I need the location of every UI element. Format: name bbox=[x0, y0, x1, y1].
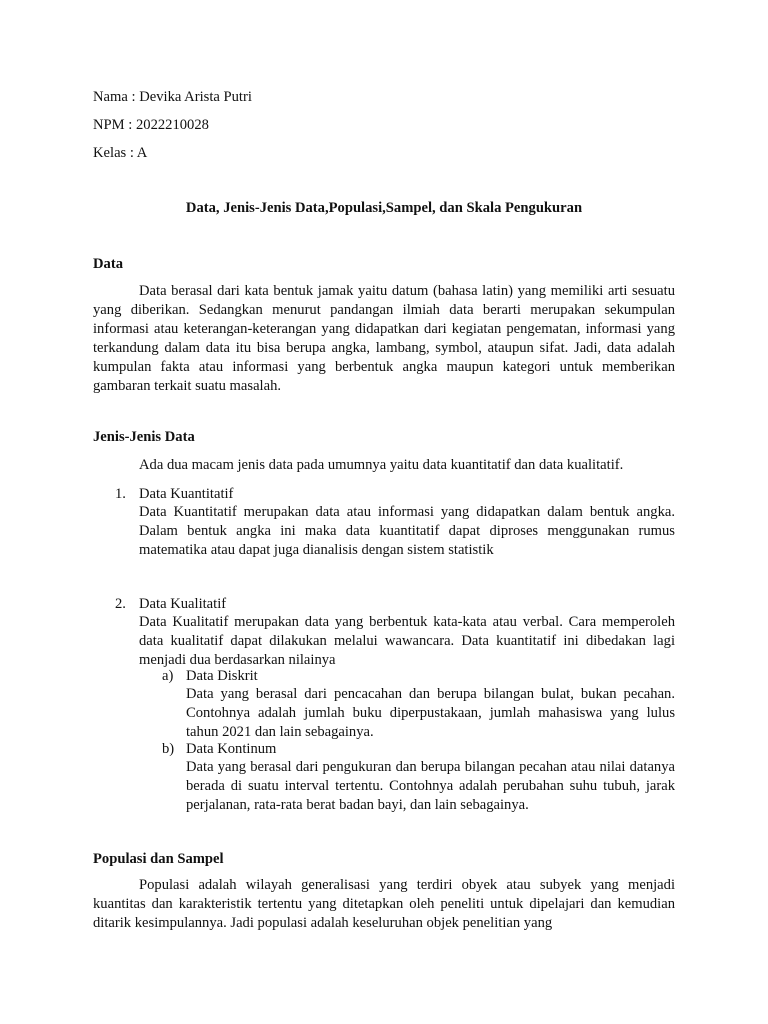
list-number-1: 1. bbox=[115, 486, 126, 502]
jenis-intro: Ada dua macam jenis data pada umumnya yaitu data kuantitatif dan data kualitatif. bbox=[139, 457, 624, 473]
section-heading-populasi: Populasi dan Sampel bbox=[93, 851, 224, 867]
subitem-title-kontinum: Data Kontinum bbox=[186, 741, 277, 757]
section-heading-jenis: Jenis-Jenis Data bbox=[93, 429, 195, 445]
item-title-kuantitatif: Data Kuantitatif bbox=[139, 486, 234, 502]
sublist-letter-a: a) bbox=[162, 668, 174, 684]
student-npm: NPM : 2022210028 bbox=[93, 117, 209, 133]
student-name: Nama : Devika Arista Putri bbox=[93, 89, 252, 105]
data-paragraph: Data berasal dari kata bentuk jamak yaitu datum (bahasa latin) yang memiliki arti sesuatu yang diberikan. Sedangkan menurut pandangan ilmiah data berarti merupakan sekumpulan informasi atau keterangan-keterangan yang didapatkan dari kegiatan pengematan, informasi yang terkandung dalam data itu bisa berupa angka, lambang, symbol, ataupun sifat. Jadi, data adalah kumpulan fakta atau informasi yang berbentuk angka maupun kategori untuk memberikan gambaran terkait suatu masalah. bbox=[93, 283, 675, 394]
document-title: Data, Jenis-Jenis Data,Populasi,Sampel, dan Skala Pengukuran bbox=[185, 200, 583, 216]
sublist-letter-b: b) bbox=[162, 741, 175, 757]
subitem-body-diskrit: Data yang berasal dari pencacahan dan berupa bilangan bulat, bukan pecahan. Contohnya adalah jumlah buku diperpustakaan, jumlah mahasiswa yang lulus tahun 2021 dan lain sebagainya. bbox=[186, 686, 675, 740]
section-heading-data: Data bbox=[93, 256, 123, 272]
item-title-kualitatif: Data Kualitatif bbox=[139, 596, 227, 612]
list-number-2: 2. bbox=[115, 596, 126, 612]
populasi-paragraph: Populasi adalah wilayah generalisasi yang terdiri obyek atau subyek yang menjadi kuantitas dan karakteristik tertentu yang ditetapkan oleh peneliti untuk dipelajari dan kemudian ditarik kesimpulannya. Jadi populasi adalah keseluruhan objek penelitian yang bbox=[93, 877, 675, 931]
student-class: Kelas : A bbox=[93, 145, 148, 161]
subitem-body-kontinum: Data yang berasal dari pengukuran dan berupa bilangan pecahan atau nilai datanya berada di suatu interval tertentu. Contohnya adalah perubahan suhu tubuh, jarak perjalanan, rata-rata berat badan bayi, dan lain sebagainya. bbox=[186, 759, 675, 813]
item-body-kualitatif: Data Kualitatif merupakan data yang berbentuk kata-kata atau verbal. Cara memperoleh data kualitatif dapat dilakukan melalui wawancara. Data kuantitatif ini dibedakan lagi menjadi dua berdasarkan nilainya bbox=[139, 614, 675, 668]
subitem-title-diskrit: Data Diskrit bbox=[186, 668, 258, 684]
item-body-kuantitatif: Data Kuantitatif merupakan data atau informasi yang didapatkan dalam bentuk angka. Dalam bentuk angka ini maka data kuantitatif dapat diproses menggunakan rumus matematika atau dapat juga dianalisis dengan sistem statistik bbox=[139, 504, 675, 558]
